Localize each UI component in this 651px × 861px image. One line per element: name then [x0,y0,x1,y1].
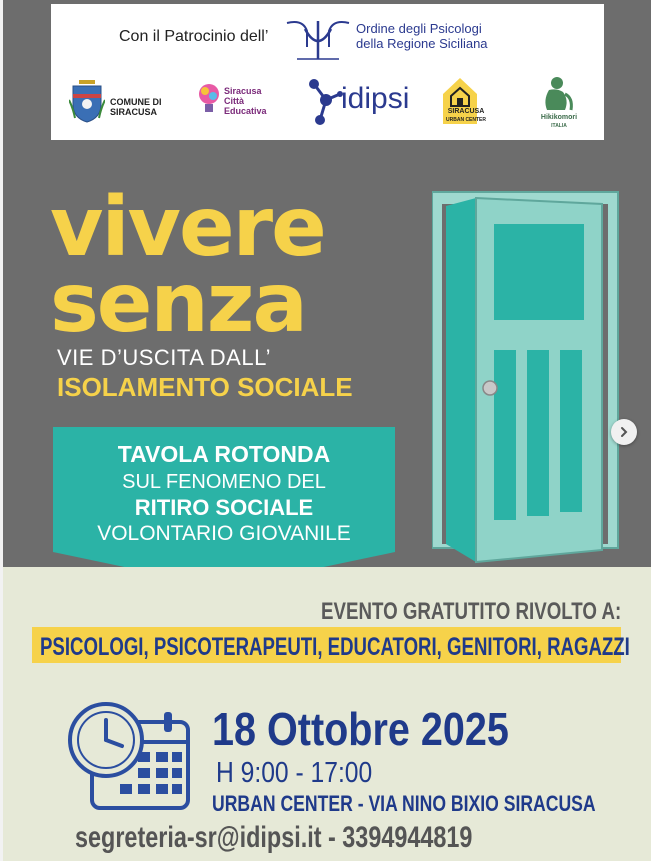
ritiro-sociale: RITIRO SOCIALE [134,495,314,520]
citta-line1: Siracusa [224,86,262,96]
citta-line2: Città [224,96,244,106]
carousel-next-button[interactable] [611,419,637,445]
comune-line2: SIRACUSA [110,107,158,117]
free-event-label: EVENTO GRATUTITO RIVOLTO A: [321,598,622,625]
comune-label [110,97,162,117]
contact-info: segreteria-sr@idipsi.it - 3394944819 [75,821,473,854]
hikikomori-line1: Hikikomori [540,114,578,121]
urban-label [446,108,486,124]
volontario-giovanile: VOLONTARIO GIOVANILE [97,522,351,545]
person-hugging-knees-icon [539,76,579,114]
ordine-line2: della Regione Siciliana [356,36,488,51]
subtitle-isolamento: ISOLAMENTO SOCIALE [57,372,353,402]
event-date: 18 Ottobre 2025 [212,703,509,755]
calendar-clock-icon [68,700,192,812]
event-time: H 9:00 - 17:00 [216,757,373,789]
ordine-psicologi-text [356,21,488,51]
chevron-right-icon [618,426,630,438]
molecule-icon [306,76,344,126]
round-table-box [53,427,395,552]
open-door-illustration [432,190,622,570]
comune-line1: COMUNE DI [110,97,162,107]
audience-list: PSICOLOGI, PSICOTERAPEUTI, EDUCATORI, GENITORI, RAGAZZI [40,633,630,661]
tavola-rotonda: TAVOLA ROTONDA [117,441,331,467]
hikikomori-label [535,114,583,130]
hikikomori-line2: ITALIA [551,123,567,129]
urban-line1: SIRACUSA [447,108,485,115]
bulb-icon [197,82,221,120]
patronage-banner [51,4,604,140]
title-vivere: vivere [50,180,325,275]
subtitle-vie-uscita: VIE D’USCITA DALL’ [57,345,271,370]
sul-fenomeno: SUL FENOMENO DEL [122,471,326,493]
title-senza: senza [50,256,306,351]
citta-line3: Educativa [224,106,267,116]
idipsi-label: idipsi [341,82,410,115]
event-place: URBAN CENTER - VIA NINO BIXIO SIRACUSA [212,791,596,816]
patronage-text: Con il Patrocinio dell’ [119,28,269,45]
ordine-line1: Ordine degli Psicologi [356,21,482,36]
partner-logos [51,74,604,132]
urban-line2: URBAN CENTER [446,117,486,123]
citta-label [224,86,267,116]
psi-logo-icon [285,17,351,61]
coat-of-arms-icon [69,78,105,124]
